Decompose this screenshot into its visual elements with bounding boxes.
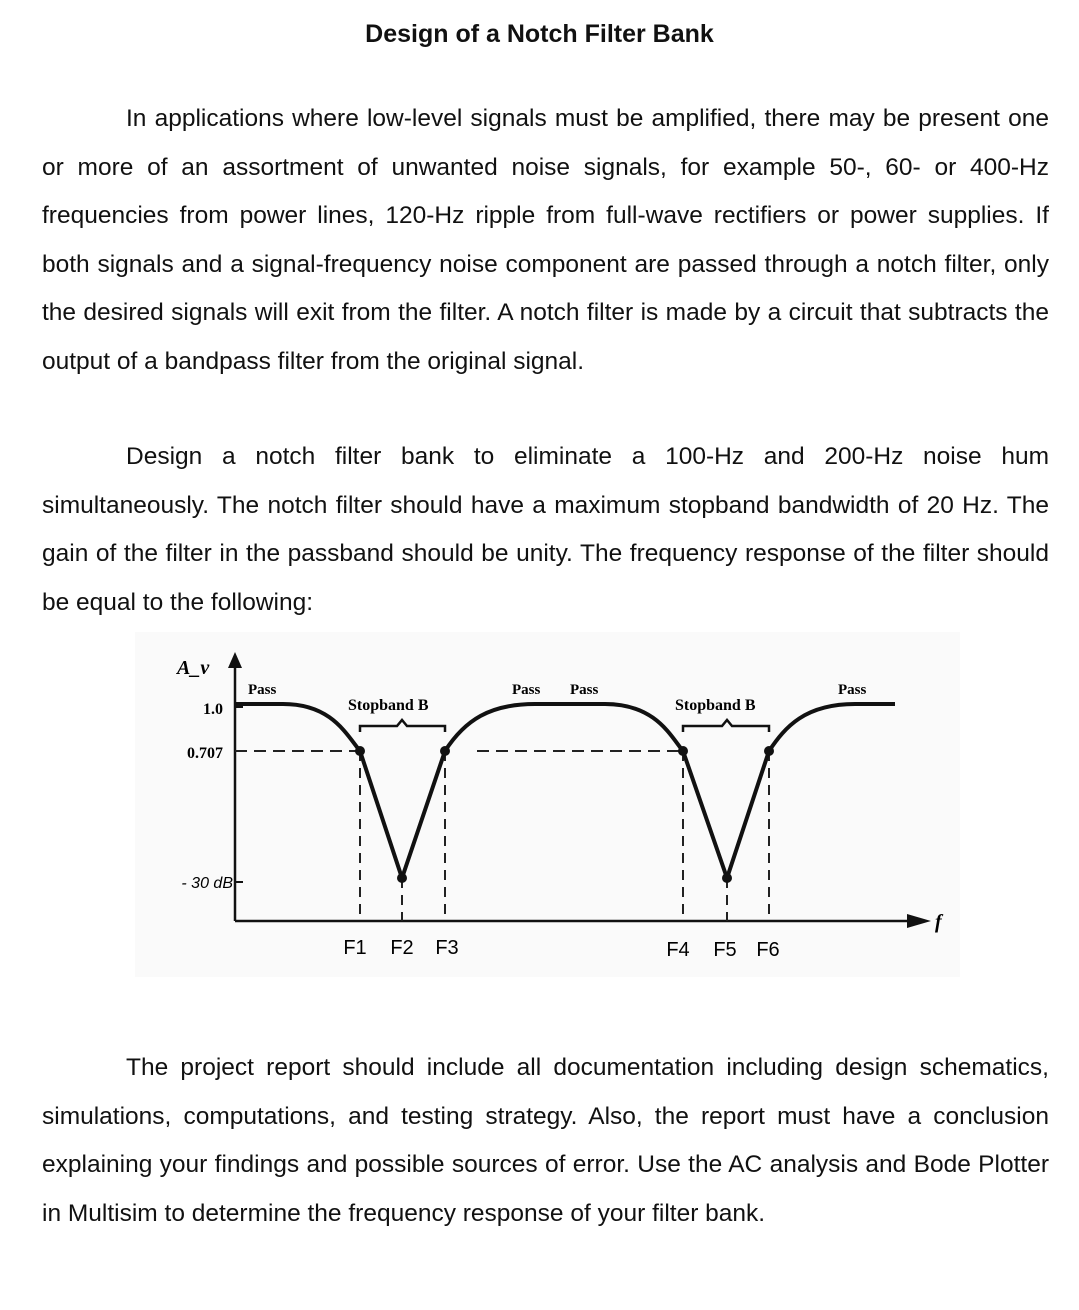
x-tick-label-f5: F5 <box>713 939 737 961</box>
frequency-response-figure <box>135 632 960 977</box>
x-tick-label-f3: F3 <box>435 937 459 959</box>
y-tick-label-0707: 0.707 <box>187 745 223 762</box>
y-tick-label-1: 1.0 <box>203 701 223 718</box>
paragraph-report: The project report should include all documentation including design schematics, simulations, computations, and testing strategy. Also, the report must have a conclusion explaining your findings and possible sources of error. Use the AC analysis and Bode Plotter in Multisim to determine the frequency response of your filter bank. <box>42 1054 1049 1227</box>
x-tick-label-f4: F4 <box>666 939 690 961</box>
paragraph-task: Design a notch filter bank to eliminate a 100-Hz and 200-Hz noise hum simultaneously. The notch filter should have a maximum stopband bandwidth of 20 Hz. The gain of the filter in the passband should be unity. The frequency response of the filter should be equal to the following: <box>42 443 1049 616</box>
point-f5 <box>722 873 732 883</box>
region-label-pass-1: Pass <box>248 682 277 698</box>
page-title: Design of a Notch Filter Bank <box>365 20 714 48</box>
y-axis-label: A_v <box>177 657 210 679</box>
x-tick-label-f2: F2 <box>390 937 414 959</box>
frequency-response-chart <box>135 632 960 977</box>
point-f3 <box>440 746 450 756</box>
x-tick-label-f1: F1 <box>343 937 367 959</box>
point-f2 <box>397 873 407 883</box>
y-tick-label-30db: - 30 dB <box>181 875 233 892</box>
paragraph-intro: In applications where low-level signals must be amplified, there may be present one or more of an assortment of unwanted noise signals, for example 50-, 60- or 400-Hz frequencies from power lines, 120-Hz ripple from full-wave rectifiers or power supplies. If both signals and a signal-frequency noise component are passed through a notch filter, only the desired signals will exit from the filter. A notch filter is made by a circuit that subtracts the output of a bandpass filter from the original signal. <box>42 105 1049 375</box>
x-tick-label-f6: F6 <box>756 939 780 961</box>
region-label-stopband-2: Stopband B <box>675 697 756 714</box>
region-label-pass-2: Pass <box>512 682 541 698</box>
point-f1 <box>355 746 365 756</box>
region-label-pass-4: Pass <box>838 682 867 698</box>
point-f6 <box>764 746 774 756</box>
region-label-pass-3: Pass <box>570 682 599 698</box>
region-label-stopband-1: Stopband B <box>348 697 429 714</box>
x-axis-label: f <box>935 911 942 933</box>
point-f4 <box>678 746 688 756</box>
